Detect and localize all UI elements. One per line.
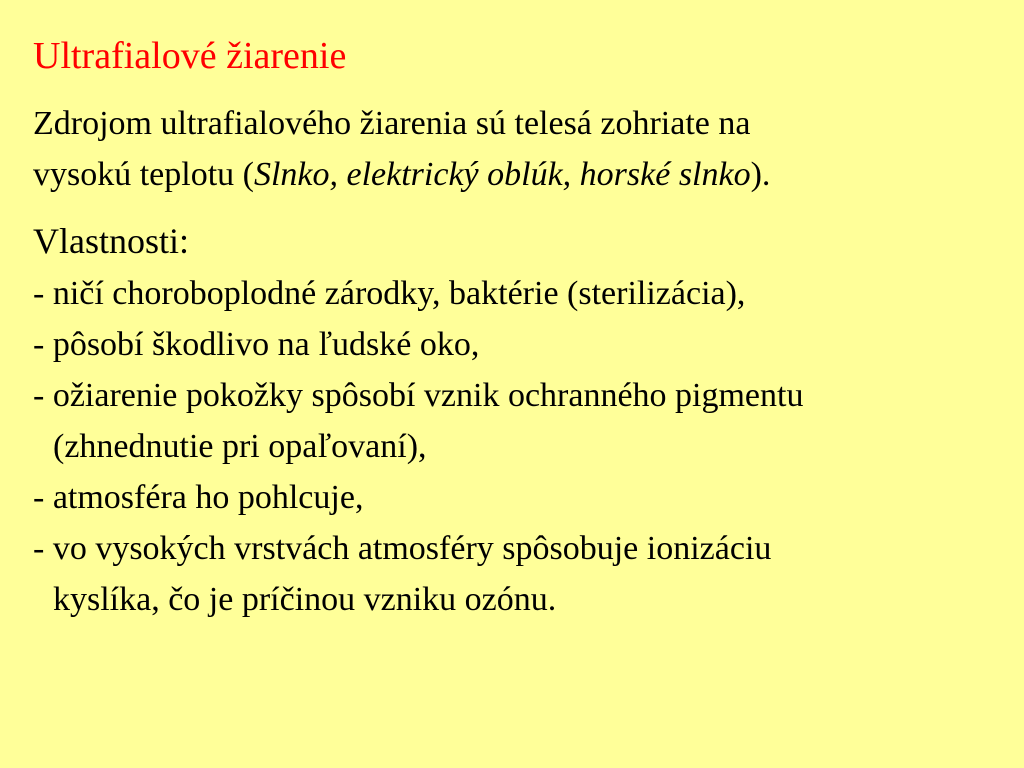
intro-paragraph	[33, 98, 770, 200]
intro-line-2-prefix: vysokú teplotu (	[33, 156, 254, 193]
property-item: - ožiarenie pokožky spôsobí vznik ochranného pigmentu	[33, 377, 804, 414]
property-item-continuation: (zhnednutie pri opaľovaní),	[53, 428, 427, 465]
intro-line-1: Zdrojom ultrafialového žiarenia sú telesá zohriate na	[33, 105, 751, 142]
properties-heading: Vlastnosti:	[33, 221, 190, 261]
property-item: - vo vysokých vrstvách atmosféry spôsobuje ionizáciu	[33, 530, 772, 567]
slide-title: Ultrafialové žiarenie	[33, 35, 347, 77]
property-item: - pôsobí škodlivo na ľudské oko,	[33, 326, 480, 363]
intro-line-2-suffix: ).	[750, 156, 771, 193]
property-item: - atmosféra ho pohlcuje,	[33, 479, 364, 516]
properties-section	[33, 214, 803, 625]
intro-line-2	[33, 149, 770, 200]
property-item-continuation: kyslíka, čo je príčinou vzniku ozónu.	[53, 581, 557, 618]
intro-sources-italic: Slnko, elektrický oblúk, horské slnko	[253, 156, 751, 193]
property-item: - ničí choroboplodné zárodky, baktérie (sterilizácia),	[33, 275, 746, 312]
